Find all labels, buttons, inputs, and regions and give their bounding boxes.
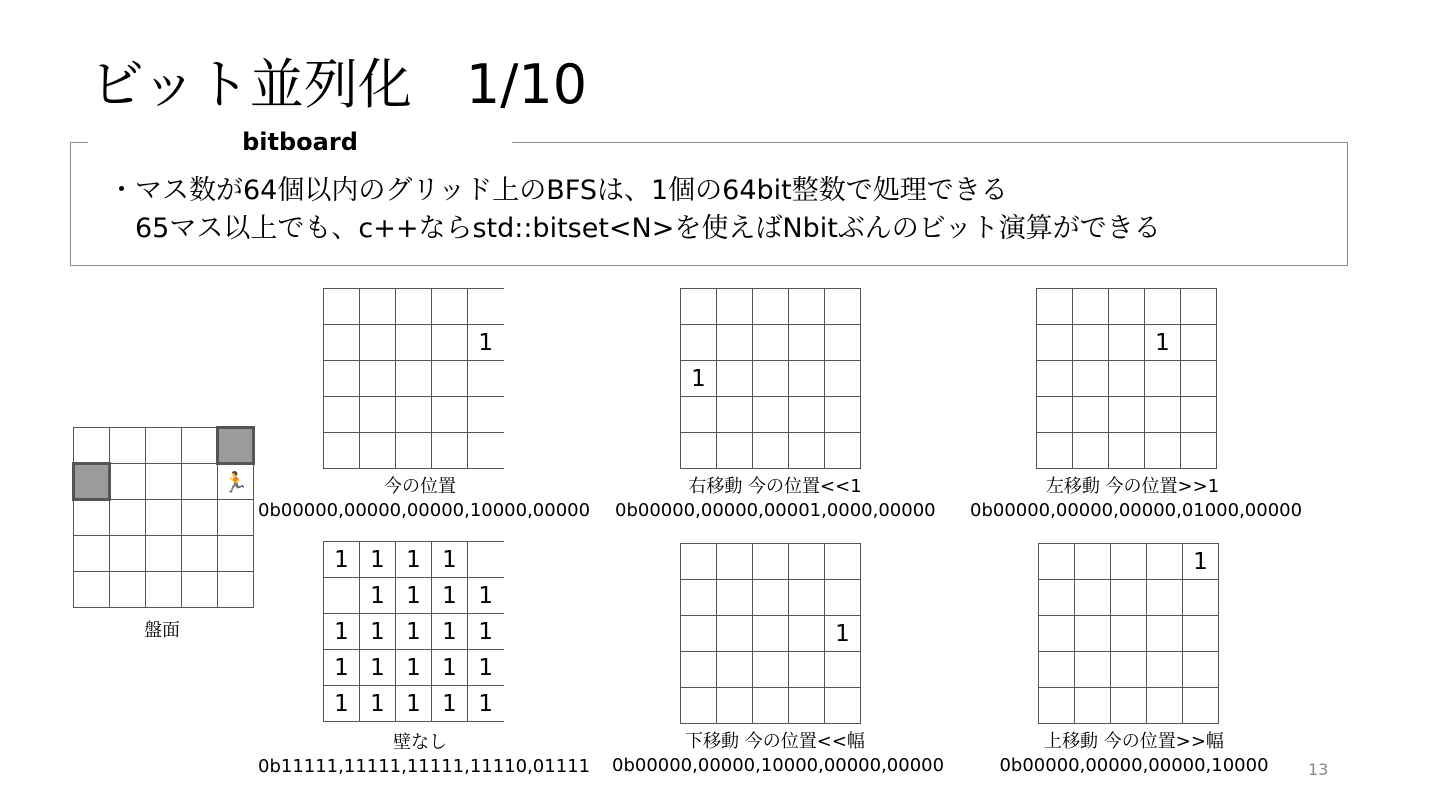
grid-cell xyxy=(681,688,717,724)
label-move-up: 上移動 今の位置>>幅 xyxy=(1044,731,1224,752)
grid-cell xyxy=(681,325,717,361)
grid-cell xyxy=(717,289,753,325)
grid-cell xyxy=(1109,325,1145,361)
grid-cell xyxy=(717,652,753,688)
grid-row xyxy=(1037,361,1217,397)
grid-cell xyxy=(681,652,717,688)
grid-cell xyxy=(825,433,861,469)
binary-current-position: 0b00000,00000,00000,10000,00000 xyxy=(258,500,591,521)
grid-cell xyxy=(1073,289,1109,325)
grid-row xyxy=(681,580,861,616)
grid-row xyxy=(1037,325,1217,361)
grid-cell xyxy=(1145,433,1181,469)
grid-cell xyxy=(1181,361,1217,397)
grid-cell xyxy=(1147,652,1183,688)
grid-cell xyxy=(825,325,861,361)
board-cell xyxy=(218,500,254,536)
board-row xyxy=(74,536,254,572)
grid-cell xyxy=(1075,688,1111,724)
grid-cell xyxy=(825,361,861,397)
wall-cell xyxy=(74,464,110,500)
grid-cell xyxy=(1181,325,1217,361)
grid-cell xyxy=(1075,616,1111,652)
grid-no-wall xyxy=(323,541,504,722)
grid-row xyxy=(681,397,861,433)
grid-cell xyxy=(1183,652,1219,688)
grid-cell xyxy=(1181,397,1217,433)
grid-cell: 1 xyxy=(432,650,468,686)
grid-cell xyxy=(1111,652,1147,688)
grid-cell xyxy=(825,652,861,688)
board-row xyxy=(74,428,254,464)
grid-cell xyxy=(1109,289,1145,325)
grid-cell xyxy=(1039,616,1075,652)
grid-cell xyxy=(1039,544,1075,580)
grid-cell xyxy=(717,688,753,724)
grid-cell xyxy=(1111,616,1147,652)
grid-move-down xyxy=(680,543,861,724)
grid-row xyxy=(681,325,861,361)
grid-cell xyxy=(468,397,504,433)
grid-cell xyxy=(324,397,360,433)
grid-cell xyxy=(681,544,717,580)
grid-row xyxy=(324,578,504,614)
grid-cell xyxy=(789,580,825,616)
grid-cell: 1 xyxy=(396,542,432,578)
grid-cell xyxy=(1183,616,1219,652)
grid-cell xyxy=(717,616,753,652)
grid-cell xyxy=(324,578,360,614)
grid-cell: 1 xyxy=(396,614,432,650)
grid-cell xyxy=(432,361,468,397)
grid-cell xyxy=(468,542,504,578)
grid-row xyxy=(681,433,861,469)
grid-row xyxy=(324,650,504,686)
board-cell xyxy=(146,464,182,500)
grid-cell xyxy=(825,580,861,616)
grid-cell xyxy=(1183,688,1219,724)
board-row xyxy=(74,464,254,500)
grid-cell xyxy=(789,652,825,688)
grid-cell: 1 xyxy=(360,686,396,722)
grid-move-up xyxy=(1038,543,1219,724)
board-cell xyxy=(218,536,254,572)
grid-cell xyxy=(468,289,504,325)
grid-cell xyxy=(1075,652,1111,688)
grid-cell xyxy=(1111,544,1147,580)
bullet-item-1: ・マス数が64個以内のグリッド上のBFSは、1個の64bit整数で処理できる xyxy=(108,175,1008,206)
grid-row xyxy=(1037,289,1217,325)
page-number: 13 xyxy=(1308,760,1329,779)
grid-row xyxy=(1039,544,1219,580)
grid-cell xyxy=(1037,325,1073,361)
grid-cell xyxy=(789,289,825,325)
grid-cell xyxy=(324,361,360,397)
grid-cell xyxy=(1109,433,1145,469)
bullet-item-2: 65マス以上でも、c++ならstd::bitset<N>を使えばNbitぶんのビット演算ができる xyxy=(135,213,1161,244)
grid-cell xyxy=(1075,544,1111,580)
grid-cell xyxy=(468,361,504,397)
board-cell xyxy=(146,500,182,536)
board-row xyxy=(74,500,254,536)
grid-cell xyxy=(432,325,468,361)
grid-cell: 1 xyxy=(1145,325,1181,361)
grid-row xyxy=(1037,397,1217,433)
grid-cell xyxy=(717,361,753,397)
grid-cell xyxy=(717,544,753,580)
grid-cell xyxy=(753,361,789,397)
grid-cell xyxy=(1147,544,1183,580)
wall-cell xyxy=(218,428,254,464)
binary-move-right: 0b00000,00000,00001,0000,00000 xyxy=(615,500,936,521)
grid-cell xyxy=(789,325,825,361)
grid-row xyxy=(324,686,504,722)
grid-cell xyxy=(717,433,753,469)
caption-current-position xyxy=(258,475,591,523)
grid-row xyxy=(681,688,861,724)
grid-cell xyxy=(468,433,504,469)
grid-cell xyxy=(396,325,432,361)
board-cell xyxy=(182,464,218,500)
grid-row xyxy=(1039,616,1219,652)
board-cell xyxy=(146,536,182,572)
board-cell xyxy=(74,500,110,536)
grid-cell xyxy=(396,433,432,469)
grid-cell xyxy=(1073,397,1109,433)
grid-cell: 1 xyxy=(324,686,360,722)
board-cell xyxy=(146,428,182,464)
grid-current-position xyxy=(323,288,504,469)
grid-cell xyxy=(324,325,360,361)
grid-cell xyxy=(681,397,717,433)
caption-move-down xyxy=(612,730,945,778)
grid-cell xyxy=(360,361,396,397)
binary-move-left: 0b00000,00000,00000,01000,00000 xyxy=(970,500,1303,521)
grid-move-right xyxy=(680,288,861,469)
grid-cell xyxy=(825,289,861,325)
label-no-wall: 壁なし xyxy=(393,732,447,753)
label-move-right: 右移動 今の位置<<1 xyxy=(688,476,862,497)
grid-cell xyxy=(1037,433,1073,469)
board-caption: 盤面 xyxy=(144,620,180,641)
board-cell xyxy=(182,500,218,536)
grid-cell xyxy=(753,397,789,433)
grid-cell xyxy=(396,361,432,397)
grid-row xyxy=(681,289,861,325)
grid-cell: 1 xyxy=(468,578,504,614)
grid-cell: 1 xyxy=(468,325,504,361)
grid-row xyxy=(324,397,504,433)
grid-cell xyxy=(681,616,717,652)
grid-row xyxy=(324,289,504,325)
grid-cell: 1 xyxy=(324,650,360,686)
grid-cell xyxy=(1073,325,1109,361)
binary-no-wall: 0b11111,11111,11111,11110,01111 xyxy=(258,756,591,777)
label-move-left: 左移動 今の位置>>1 xyxy=(1045,476,1220,497)
grid-cell xyxy=(1145,289,1181,325)
grid-row xyxy=(681,544,861,580)
grid-cell xyxy=(1111,688,1147,724)
board-cell xyxy=(146,572,182,608)
grid-cell: 1 xyxy=(360,650,396,686)
board-grid xyxy=(72,426,255,608)
board-cell xyxy=(74,572,110,608)
board-cell xyxy=(182,572,218,608)
grid-cell xyxy=(432,433,468,469)
board-cell xyxy=(110,464,146,500)
grid-cell xyxy=(1037,289,1073,325)
grid-row xyxy=(681,616,861,652)
grid-cell xyxy=(1145,361,1181,397)
grid-cell xyxy=(1039,580,1075,616)
grid-cell xyxy=(825,397,861,433)
grid-cell xyxy=(825,688,861,724)
grid-cell xyxy=(717,397,753,433)
grid-row xyxy=(1039,652,1219,688)
board-cell xyxy=(110,536,146,572)
grid-cell xyxy=(360,325,396,361)
grid-cell xyxy=(360,433,396,469)
label-move-down: 下移動 今の位置<<幅 xyxy=(685,731,865,752)
grid-row xyxy=(1039,688,1219,724)
grid-cell xyxy=(1037,397,1073,433)
grid-row xyxy=(324,325,504,361)
caption-no-wall xyxy=(258,731,591,779)
grid-cell xyxy=(360,397,396,433)
caption-move-right xyxy=(615,475,935,523)
board-cell xyxy=(74,428,110,464)
grid-cell: 1 xyxy=(396,686,432,722)
caption-move-left xyxy=(970,475,1303,523)
grid-cell: 1 xyxy=(324,542,360,578)
grid-cell: 1 xyxy=(396,650,432,686)
grid-row xyxy=(324,433,504,469)
grid-cell xyxy=(1145,397,1181,433)
grid-cell xyxy=(324,433,360,469)
grid-row xyxy=(681,652,861,688)
grid-cell xyxy=(753,580,789,616)
binary-move-down: 0b00000,00000,10000,00000,00000 xyxy=(612,755,945,776)
grid-cell xyxy=(1073,361,1109,397)
grid-cell xyxy=(681,580,717,616)
grid-row xyxy=(1037,433,1217,469)
grid-cell xyxy=(789,397,825,433)
grid-cell xyxy=(753,616,789,652)
grid-cell xyxy=(1037,361,1073,397)
grid-cell: 1 xyxy=(396,578,432,614)
grid-cell xyxy=(396,289,432,325)
grid-cell xyxy=(825,544,861,580)
bullet-list xyxy=(108,172,1161,248)
grid-cell: 1 xyxy=(432,686,468,722)
box-label: bitboard xyxy=(88,124,512,160)
grid-cell xyxy=(1147,688,1183,724)
board-row xyxy=(74,572,254,608)
grid-cell xyxy=(753,652,789,688)
grid-row xyxy=(324,614,504,650)
grid-cell: 1 xyxy=(360,614,396,650)
grid-cell xyxy=(717,580,753,616)
grid-cell: 1 xyxy=(360,578,396,614)
grid-cell xyxy=(1181,289,1217,325)
grid-cell xyxy=(1039,688,1075,724)
grid-cell xyxy=(1039,652,1075,688)
grid-cell xyxy=(1147,580,1183,616)
board-cell xyxy=(182,428,218,464)
slide-title: ビット並列化 1/10 xyxy=(90,53,588,116)
grid-cell xyxy=(789,433,825,469)
grid-cell xyxy=(753,289,789,325)
board-cell xyxy=(110,428,146,464)
grid-cell xyxy=(396,397,432,433)
grid-cell: 1 xyxy=(360,542,396,578)
grid-move-left xyxy=(1036,288,1217,469)
grid-cell xyxy=(717,325,753,361)
grid-cell xyxy=(1073,433,1109,469)
grid-cell: 1 xyxy=(1183,544,1219,580)
board-cell xyxy=(110,500,146,536)
grid-cell xyxy=(324,289,360,325)
grid-cell xyxy=(789,616,825,652)
grid-row xyxy=(324,542,504,578)
label-current-position: 今の位置 xyxy=(384,476,456,497)
player-cell xyxy=(218,464,254,500)
grid-cell: 1 xyxy=(324,614,360,650)
grid-cell xyxy=(1111,580,1147,616)
grid-cell xyxy=(1183,580,1219,616)
grid-cell xyxy=(681,433,717,469)
board-cell xyxy=(182,536,218,572)
grid-cell xyxy=(432,397,468,433)
grid-cell xyxy=(432,289,468,325)
grid-cell xyxy=(753,433,789,469)
grid-cell xyxy=(1147,616,1183,652)
grid-row xyxy=(681,361,861,397)
grid-cell: 1 xyxy=(468,686,504,722)
grid-cell xyxy=(789,544,825,580)
grid-cell xyxy=(1181,433,1217,469)
grid-row xyxy=(324,361,504,397)
grid-cell xyxy=(789,688,825,724)
grid-cell xyxy=(753,544,789,580)
caption-move-up xyxy=(995,730,1273,778)
grid-cell xyxy=(753,325,789,361)
grid-cell: 1 xyxy=(432,614,468,650)
grid-cell xyxy=(789,361,825,397)
grid-cell xyxy=(1075,580,1111,616)
grid-row xyxy=(1039,580,1219,616)
binary-move-up: 0b00000,00000,00000,10000 xyxy=(999,755,1269,776)
grid-cell xyxy=(360,289,396,325)
grid-cell: 1 xyxy=(468,614,504,650)
grid-cell: 1 xyxy=(825,616,861,652)
grid-cell xyxy=(1109,397,1145,433)
board-cell xyxy=(218,572,254,608)
grid-cell: 1 xyxy=(432,542,468,578)
grid-cell: 1 xyxy=(681,361,717,397)
grid-cell: 1 xyxy=(468,650,504,686)
board-cell xyxy=(74,536,110,572)
grid-cell xyxy=(681,289,717,325)
board-cell xyxy=(110,572,146,608)
grid-cell xyxy=(753,688,789,724)
person-running-icon: 🏃 xyxy=(223,470,248,494)
grid-cell: 1 xyxy=(432,578,468,614)
grid-cell xyxy=(1109,361,1145,397)
